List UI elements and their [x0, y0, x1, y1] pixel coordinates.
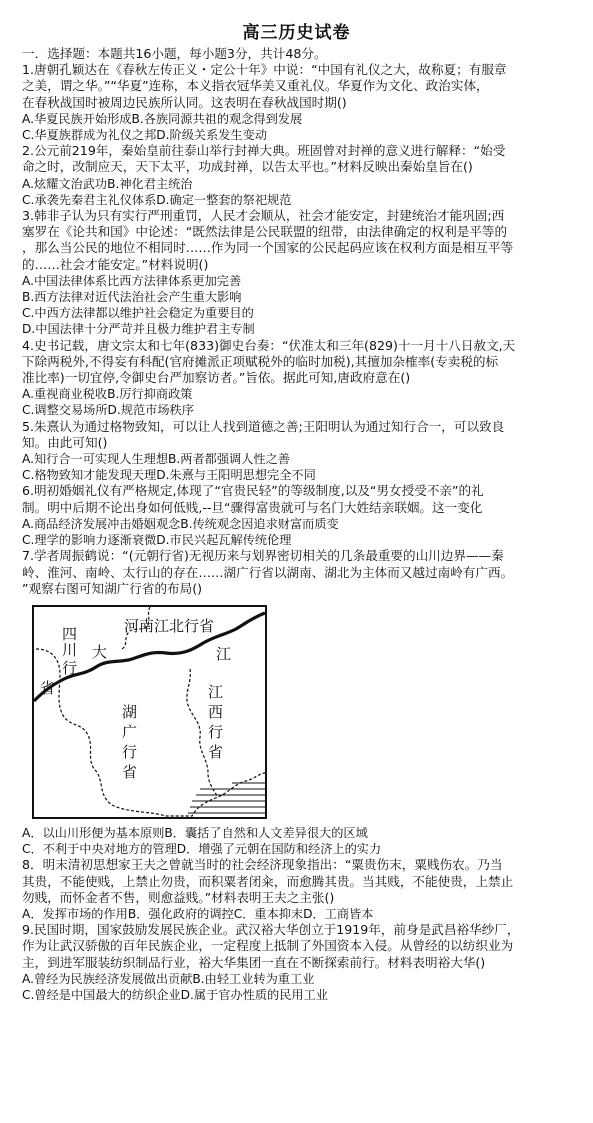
question-6: [22, 483, 573, 548]
question-stem-line: 9.民国时期，国家鼓励发展民族企业。武汉裕大华创立于1919年，前身是武昌裕华纱厂，: [22, 922, 520, 938]
option-cd[interactable]: C.调整交易场所D.规范市场秩序: [22, 403, 194, 418]
exam-content: [0, 46, 593, 1003]
option-b[interactable]: B.西方法律对近代法治社会产生重大影响: [22, 290, 242, 305]
question-stem-line: 之美，谓之华。”“华夏”连称，本义指衣冠华美又重礼仪。华夏作为文化、政治实体，: [22, 78, 489, 94]
label-huguang-3: 行: [122, 744, 138, 761]
option-ab[interactable]: A.重视商业税收B.厉行抑商政策: [22, 387, 193, 402]
option-ab[interactable]: A.华夏民族开始形成B.各族同源共祖的观念得到发展: [22, 111, 303, 126]
label-jiangxi-4: 省: [208, 744, 224, 761]
question-stem-line: 塞罗在《论共和国》中论述：“既然法律是公民联盟的纽带，由法律确定的权利是平等的: [22, 224, 508, 240]
question-stem-line: 3.韩非子认为只有实行严刑重罚，人民才会顺从，社会才能安定，封建统治才能巩固;西: [22, 208, 505, 224]
label-jiangxi-1: 江: [208, 684, 224, 701]
question-stem-line: 1.唐朝孔颖达在《春秋左传正义・定公十年》中说：“中国有礼仪之大，故称夏；有服章: [22, 62, 507, 78]
label-river-da: 大: [92, 644, 108, 661]
question-stem-line: 岭、淮河、南岭、太行山的存在……湖广行省以湖南、湖北为主体而又越过南岭有广西。: [22, 564, 514, 580]
label-huguang-1: 湖: [122, 704, 138, 721]
question-stem-line: 知。由此可知(): [22, 434, 108, 450]
option-cd[interactable]: C.曾经是中国最大的纺织企业D.属于官办性质的民用工业: [22, 987, 328, 1002]
option-ab[interactable]: A．以山川形便为基本原则B．囊括了自然和人文差异很大的区域: [22, 825, 368, 840]
label-sichuan-2: 川: [62, 642, 78, 659]
option-cd[interactable]: C.格物致知才能发现天理D.朱熹与王阳明思想完全不同: [22, 468, 316, 483]
question-5: [22, 419, 573, 484]
map-svg: [32, 605, 267, 819]
question-stem-line: 在春秋战国时被周边民族所认同。这表明在春秋战国时期(): [22, 94, 347, 110]
question-stem-line: 6.明初婚姻礼仪有严格规定,体现了“官贵民轻”的等级制度,以及“男女授受不亲”的礼: [22, 483, 484, 499]
question-9: [22, 922, 573, 1003]
option-d[interactable]: D.中国法律十分严苛并且极力维护君主专制: [22, 322, 255, 337]
label-huguang-2: 广: [122, 724, 138, 741]
question-stem-line: 7.学者周振鹤说：“(元朝行省)无视历来与划界密切相关的几条最重要的山川边界——秦: [22, 548, 504, 564]
yuan-province-map: [32, 605, 267, 819]
question-stem-line: 的……社会才能安定。”材料说明(): [22, 256, 209, 272]
question-stem-line: 制。明中后期不论出身如何低贱,--旦“骤得富贵就可与名门大姓结亲联姻。这一变化: [22, 499, 483, 515]
question-stem-line: 命之时，改制应天，天下太平，功成封禅，以告太平也。”材料反映出秦始皇旨在(): [22, 159, 473, 175]
question-stem-line: 其贵，不能使贱，上禁止勿贵，而积粟者闭籴，而愈腾其贵。当其贱，不能使贵，上禁止: [22, 873, 514, 889]
question-4: [22, 338, 573, 419]
option-ab[interactable]: A.曾经为民族经济发展做出贡献B.由轻工业转为重工业: [22, 971, 315, 986]
question-stem-line: 勿贱，而怀金者不售，则愈益贱。”材料表明王夫之主张(): [22, 889, 335, 905]
option-cd[interactable]: C.理学的影响力逐渐衰微D.市民兴起瓦解传统伦理: [22, 533, 292, 548]
question-7: [22, 548, 573, 857]
label-sichuan-1: 四: [62, 626, 78, 643]
option-ab[interactable]: A.炫耀文治武功B.神化君主统治: [22, 176, 193, 191]
question-1: [22, 62, 573, 143]
question-stem-line: ”观察右图可知湖广行省的布局(): [22, 580, 203, 596]
label-jiangxi-3: 行: [208, 724, 224, 741]
label-sichuan-3: 行: [62, 660, 78, 677]
question-8: [22, 857, 573, 922]
label-jiangxi-2: 西: [208, 704, 224, 721]
section-header: 一．选择题：本题共16小题，每小题3分，共计48分。: [22, 46, 327, 61]
question-stem-line: 4.史书记载，唐文宗太和七年(833)御史台奏：“伏准太和三年(829)十一月十八日赦文,天: [22, 337, 516, 353]
label-river-jiang: 江: [216, 646, 232, 663]
label-sichuan-4: 省: [40, 680, 56, 697]
label-henan: 河南江北行省: [124, 618, 215, 635]
option-abcd[interactable]: A．发挥市场的作用B．强化政府的调控C．重本抑末D．工商皆本: [22, 906, 374, 921]
option-cd[interactable]: C.华夏族群成为礼仪之邦D.阶级关系发生变动: [22, 128, 268, 143]
option-ab[interactable]: A.知行合一可实现人生理想B.两者都强调人性之善: [22, 452, 290, 467]
question-stem-line: 8．明末清初思想家王夫之曾就当时的社会经济现象指出：“粟贵伤末，粟贱伤农。乃当: [22, 857, 503, 873]
label-huguang-4: 省: [122, 764, 138, 781]
exam-title: 高三历史试卷: [242, 23, 351, 43]
option-cd[interactable]: C．不利于中央对地方的管理D．增强了元朝在国防和经济上的实力: [22, 842, 382, 857]
question-stem-line: 下除两税外,不得妄有科配(官府摊派正项赋税外的临时加税),其擅加杂榷率(专卖税的标: [22, 353, 499, 369]
question-2: [22, 143, 573, 208]
option-ab[interactable]: A.商品经济发展冲击婚姻观念B.传统观念因追求财富而质变: [22, 516, 339, 531]
question-stem-line: 准比率)一切宜停,令御史台严加察访者。”旨依。据此可知,唐政府意在(): [22, 370, 411, 386]
question-stem-line: 作为让武汉骄傲的百年民族企业，一定程度上抵制了外国资本入侵。从曾经的以纺织业为: [22, 938, 514, 954]
option-cd[interactable]: C.承袭先秦君主礼仪体系D.确定一整套的祭祀规范: [22, 192, 292, 207]
option-a[interactable]: A.中国法律体系比西方法律体系更加完善: [22, 273, 242, 288]
option-c[interactable]: C.中西方法律都以维护社会稳定为重要目的: [22, 306, 254, 321]
question-3: [22, 208, 573, 338]
question-stem-line: 5.朱熹认为通过格物致知，可以让人找到道德之善;王阳明认为通过知行合一，可以致良: [22, 418, 505, 434]
question-stem-line: ，那么当公民的地位不相同时……作为同一个国家的公民起码应该在权利方面是相互平等: [22, 240, 514, 256]
question-stem-line: 主，到进军服装纺织制品行业，裕大华集团一直在不断探索前行。材料表明裕大华(): [22, 954, 486, 970]
question-stem-line: 2.公元前219年，秦始皇前往泰山举行封禅大典。班固曾对封禅的意义进行解释：“始受: [22, 143, 506, 159]
